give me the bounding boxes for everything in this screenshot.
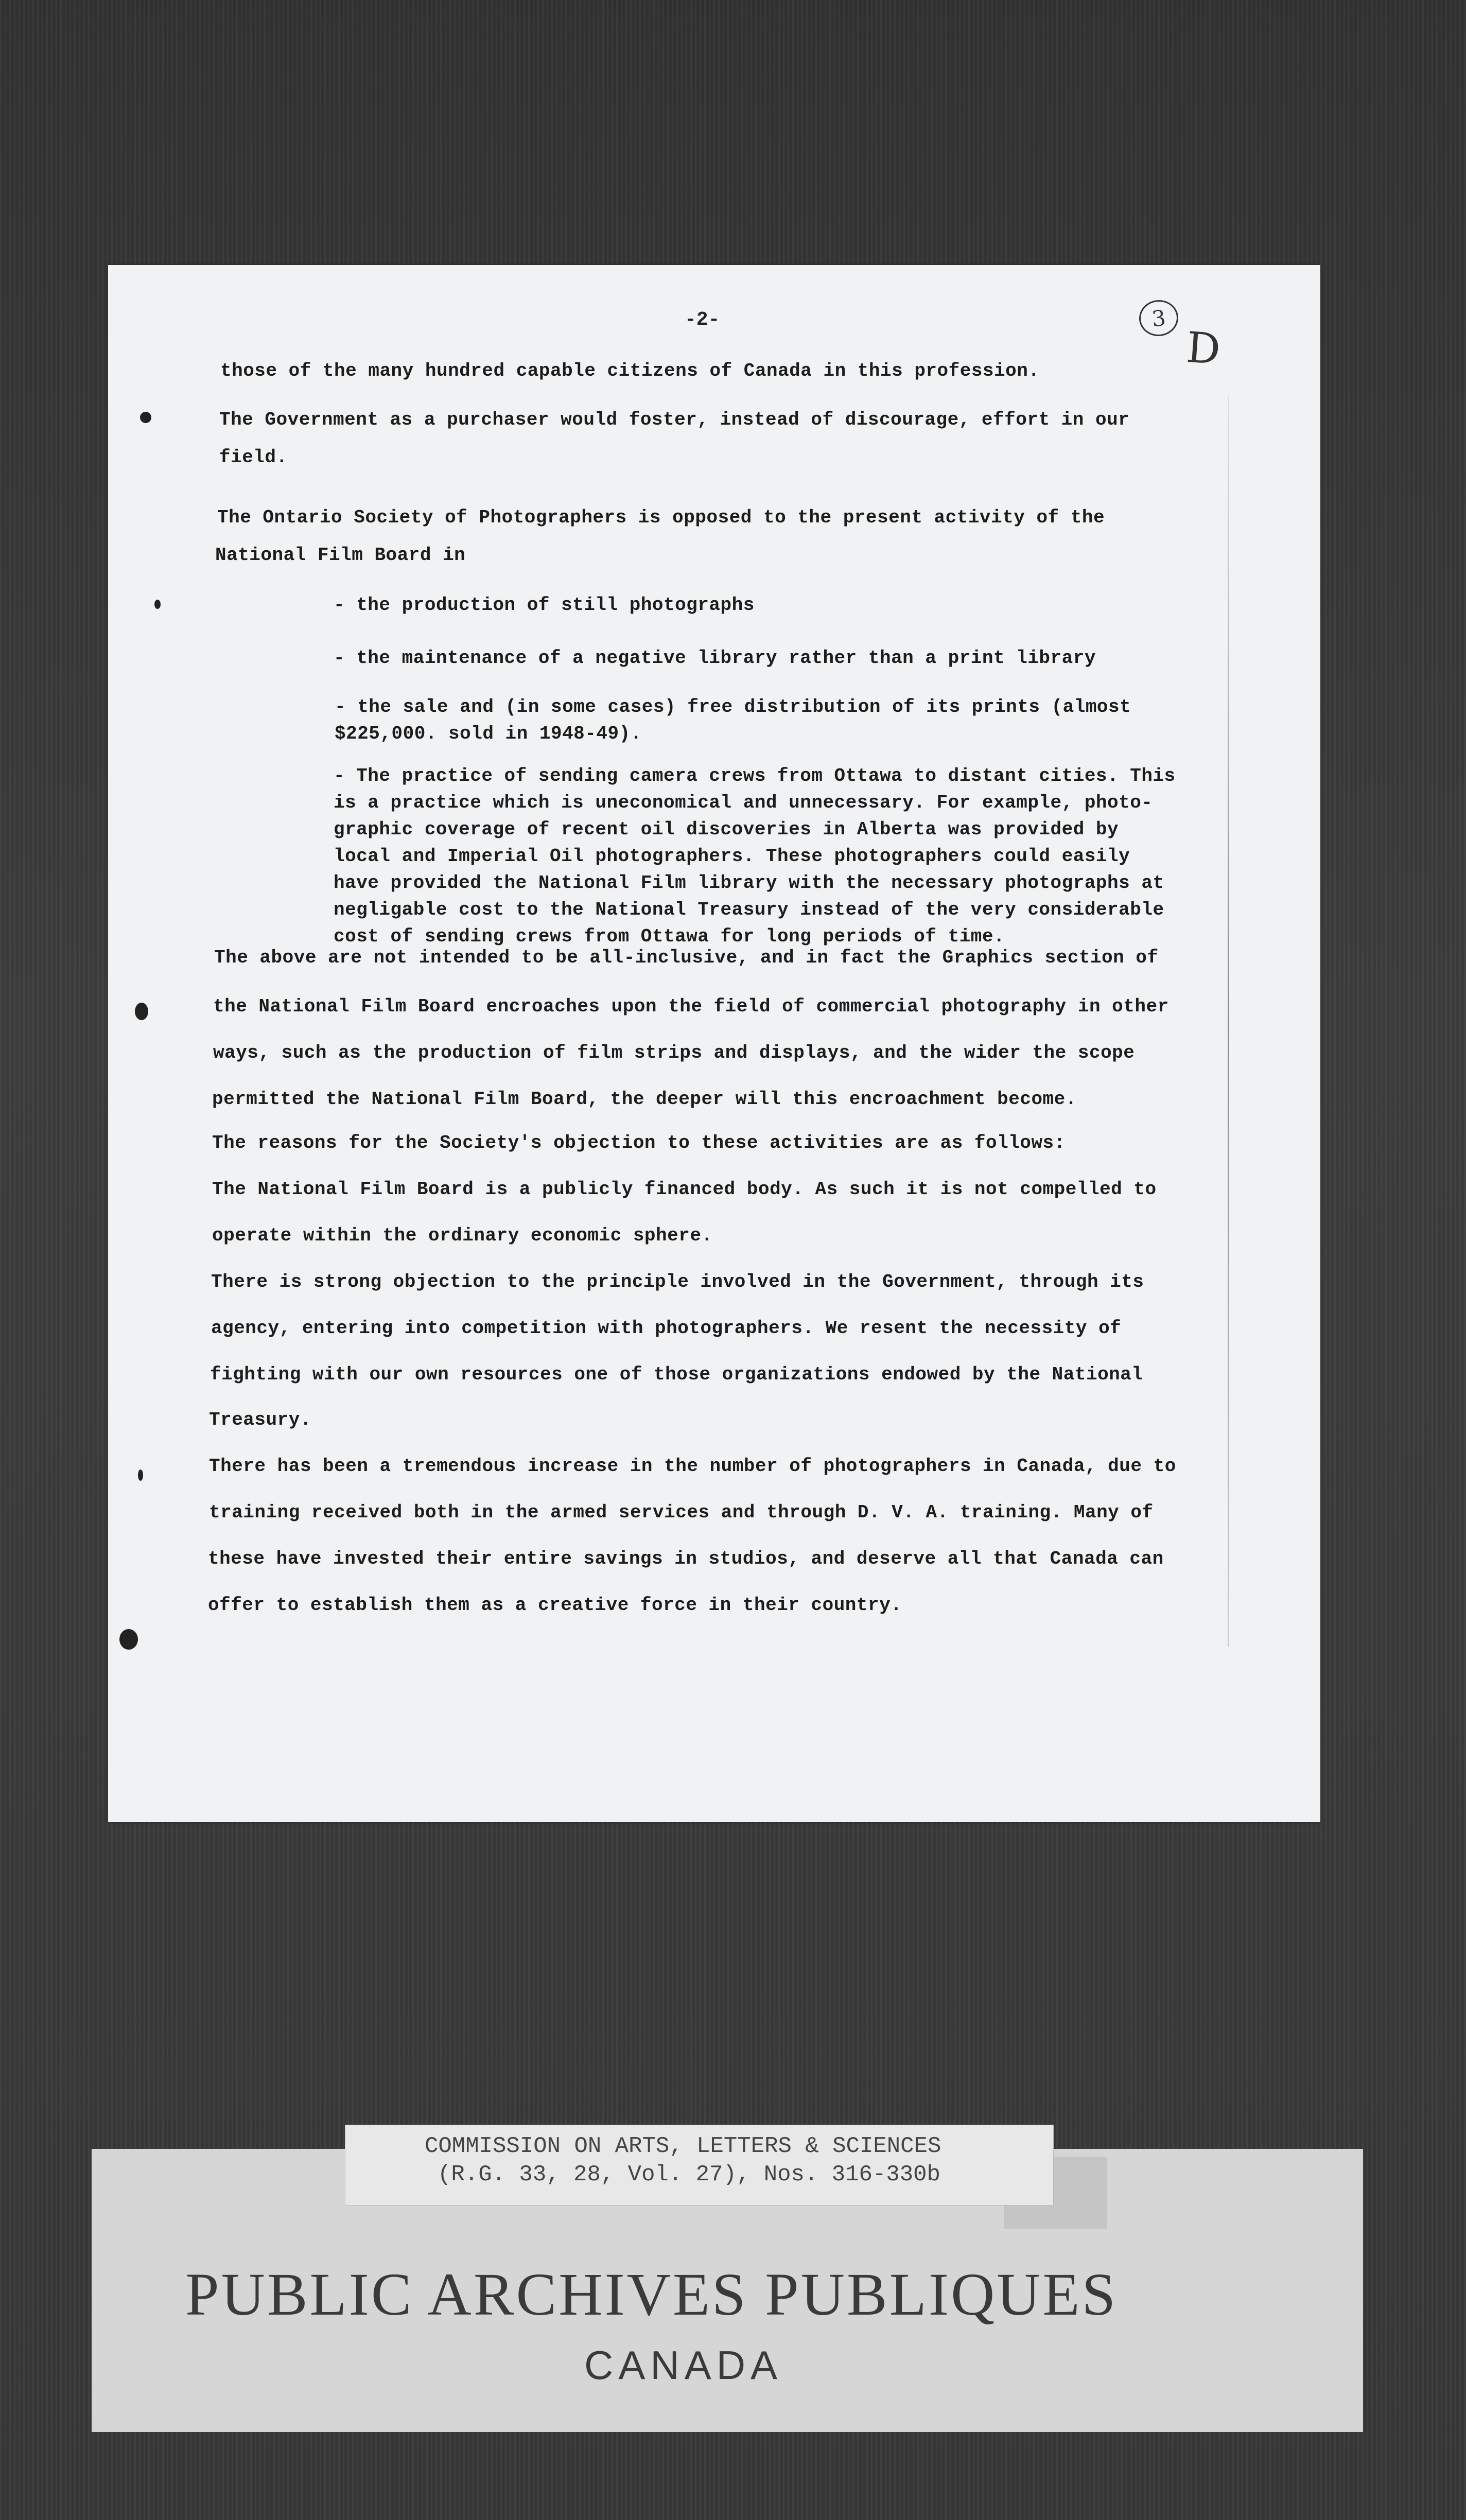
binder-mark (119, 1629, 138, 1650)
bullet-text: is a practice which is uneconomical and unnecessary. For example, photo- (334, 792, 1153, 813)
text-line: The reasons for the Society's objection to these activities are as follows: (212, 1132, 1066, 1153)
text-line: the National Film Board encroaches upon the field of commercial photography in other (213, 996, 1169, 1017)
text-line: training received both in the armed services and through D. V. A. training. Many of (209, 1502, 1154, 1523)
text-line: these have invested their entire savings in studios, and deserve all that Canada can (208, 1548, 1164, 1569)
bullet-text: - The practice of sending camera crews from Ottawa to distant cities. This (334, 765, 1176, 786)
text-line: offer to establish them as a creative force in their country. (208, 1595, 902, 1616)
text-line: fighting with our own resources one of those organizations endowed by the National (210, 1364, 1143, 1385)
text-line: permitted the National Film Board, the deeper will this encroachment become. (212, 1089, 1077, 1110)
bullet-text: cost of sending crews from Ottawa for long periods of time. (334, 926, 1005, 947)
stamp-number: 3 (1150, 305, 1167, 331)
bullet-text: graphic coverage of recent oil discoveries in Alberta was provided by (334, 819, 1119, 840)
bullet-item (335, 694, 1131, 747)
text-line: agency, entering into competition with photographers. We resent the necessity of (211, 1318, 1122, 1339)
reference-line: COMMISSION ON ARTS, LETTERS & SCIENCES (425, 2133, 941, 2159)
archive-subtitle: CANADA (584, 2342, 783, 2388)
text-line: ways, such as the production of film strips and displays, and the wider the scope (213, 1042, 1135, 1063)
text-line: There has been a tremendous increase in the number of photographers in Canada, due to (209, 1456, 1176, 1477)
bullet-text: negligable cost to the National Treasury instead of the very considerable (334, 899, 1164, 920)
text-line: The above are not intended to be all-inclusive, and in fact the Graphics section of (214, 947, 1159, 968)
margin-pencil-line (1228, 396, 1229, 1647)
bullet-text: - the sale and (in some cases) free distribution of its prints (almost (335, 696, 1131, 717)
text-line: The Ontario Society of Photographers is opposed to the present activity of the (217, 507, 1105, 528)
text-line: operate within the ordinary economic sphere. (212, 1225, 713, 1246)
bullet-text: $225,000. sold in 1948-49). (335, 723, 642, 744)
text-line: The Government as a purchaser would foster, instead of discourage, effort in our (219, 409, 1130, 430)
bullet-item (334, 647, 1096, 669)
text-line: National Film Board in (215, 545, 466, 566)
bullet-text: local and Imperial Oil photographers. These photographers could easily (334, 846, 1130, 867)
archive-title: PUBLIC ARCHIVES PUBLIQUES (185, 2261, 1118, 2328)
binder-mark (140, 412, 151, 423)
bullet-item (334, 763, 1176, 950)
text-line: field. (219, 447, 288, 468)
binder-mark (135, 1003, 148, 1020)
text-line: There is strong objection to the principle involved in the Government, through its (211, 1271, 1144, 1292)
page-number: -2- (685, 309, 720, 331)
bullet-item (334, 594, 755, 616)
binder-mark (138, 1469, 143, 1481)
bullet-text: - the maintenance of a negative library rather than a print library (334, 647, 1096, 669)
text-line: The National Film Board is a publicly financed body. As such it is not compelled to (212, 1179, 1157, 1200)
bullet-text: have provided the National Film library with the necessary photographs at (334, 872, 1164, 894)
reference-line: (R.G. 33, 28, Vol. 27), Nos. 316-330b (438, 2162, 940, 2188)
bullet-text: - the production of still photographs (334, 594, 755, 616)
text-line: those of the many hundred capable citizens of Canada in this profession. (220, 360, 1040, 381)
text-line: Treasury. (209, 1409, 311, 1430)
handwritten-letter: D (1184, 323, 1222, 375)
binder-mark (154, 600, 161, 609)
